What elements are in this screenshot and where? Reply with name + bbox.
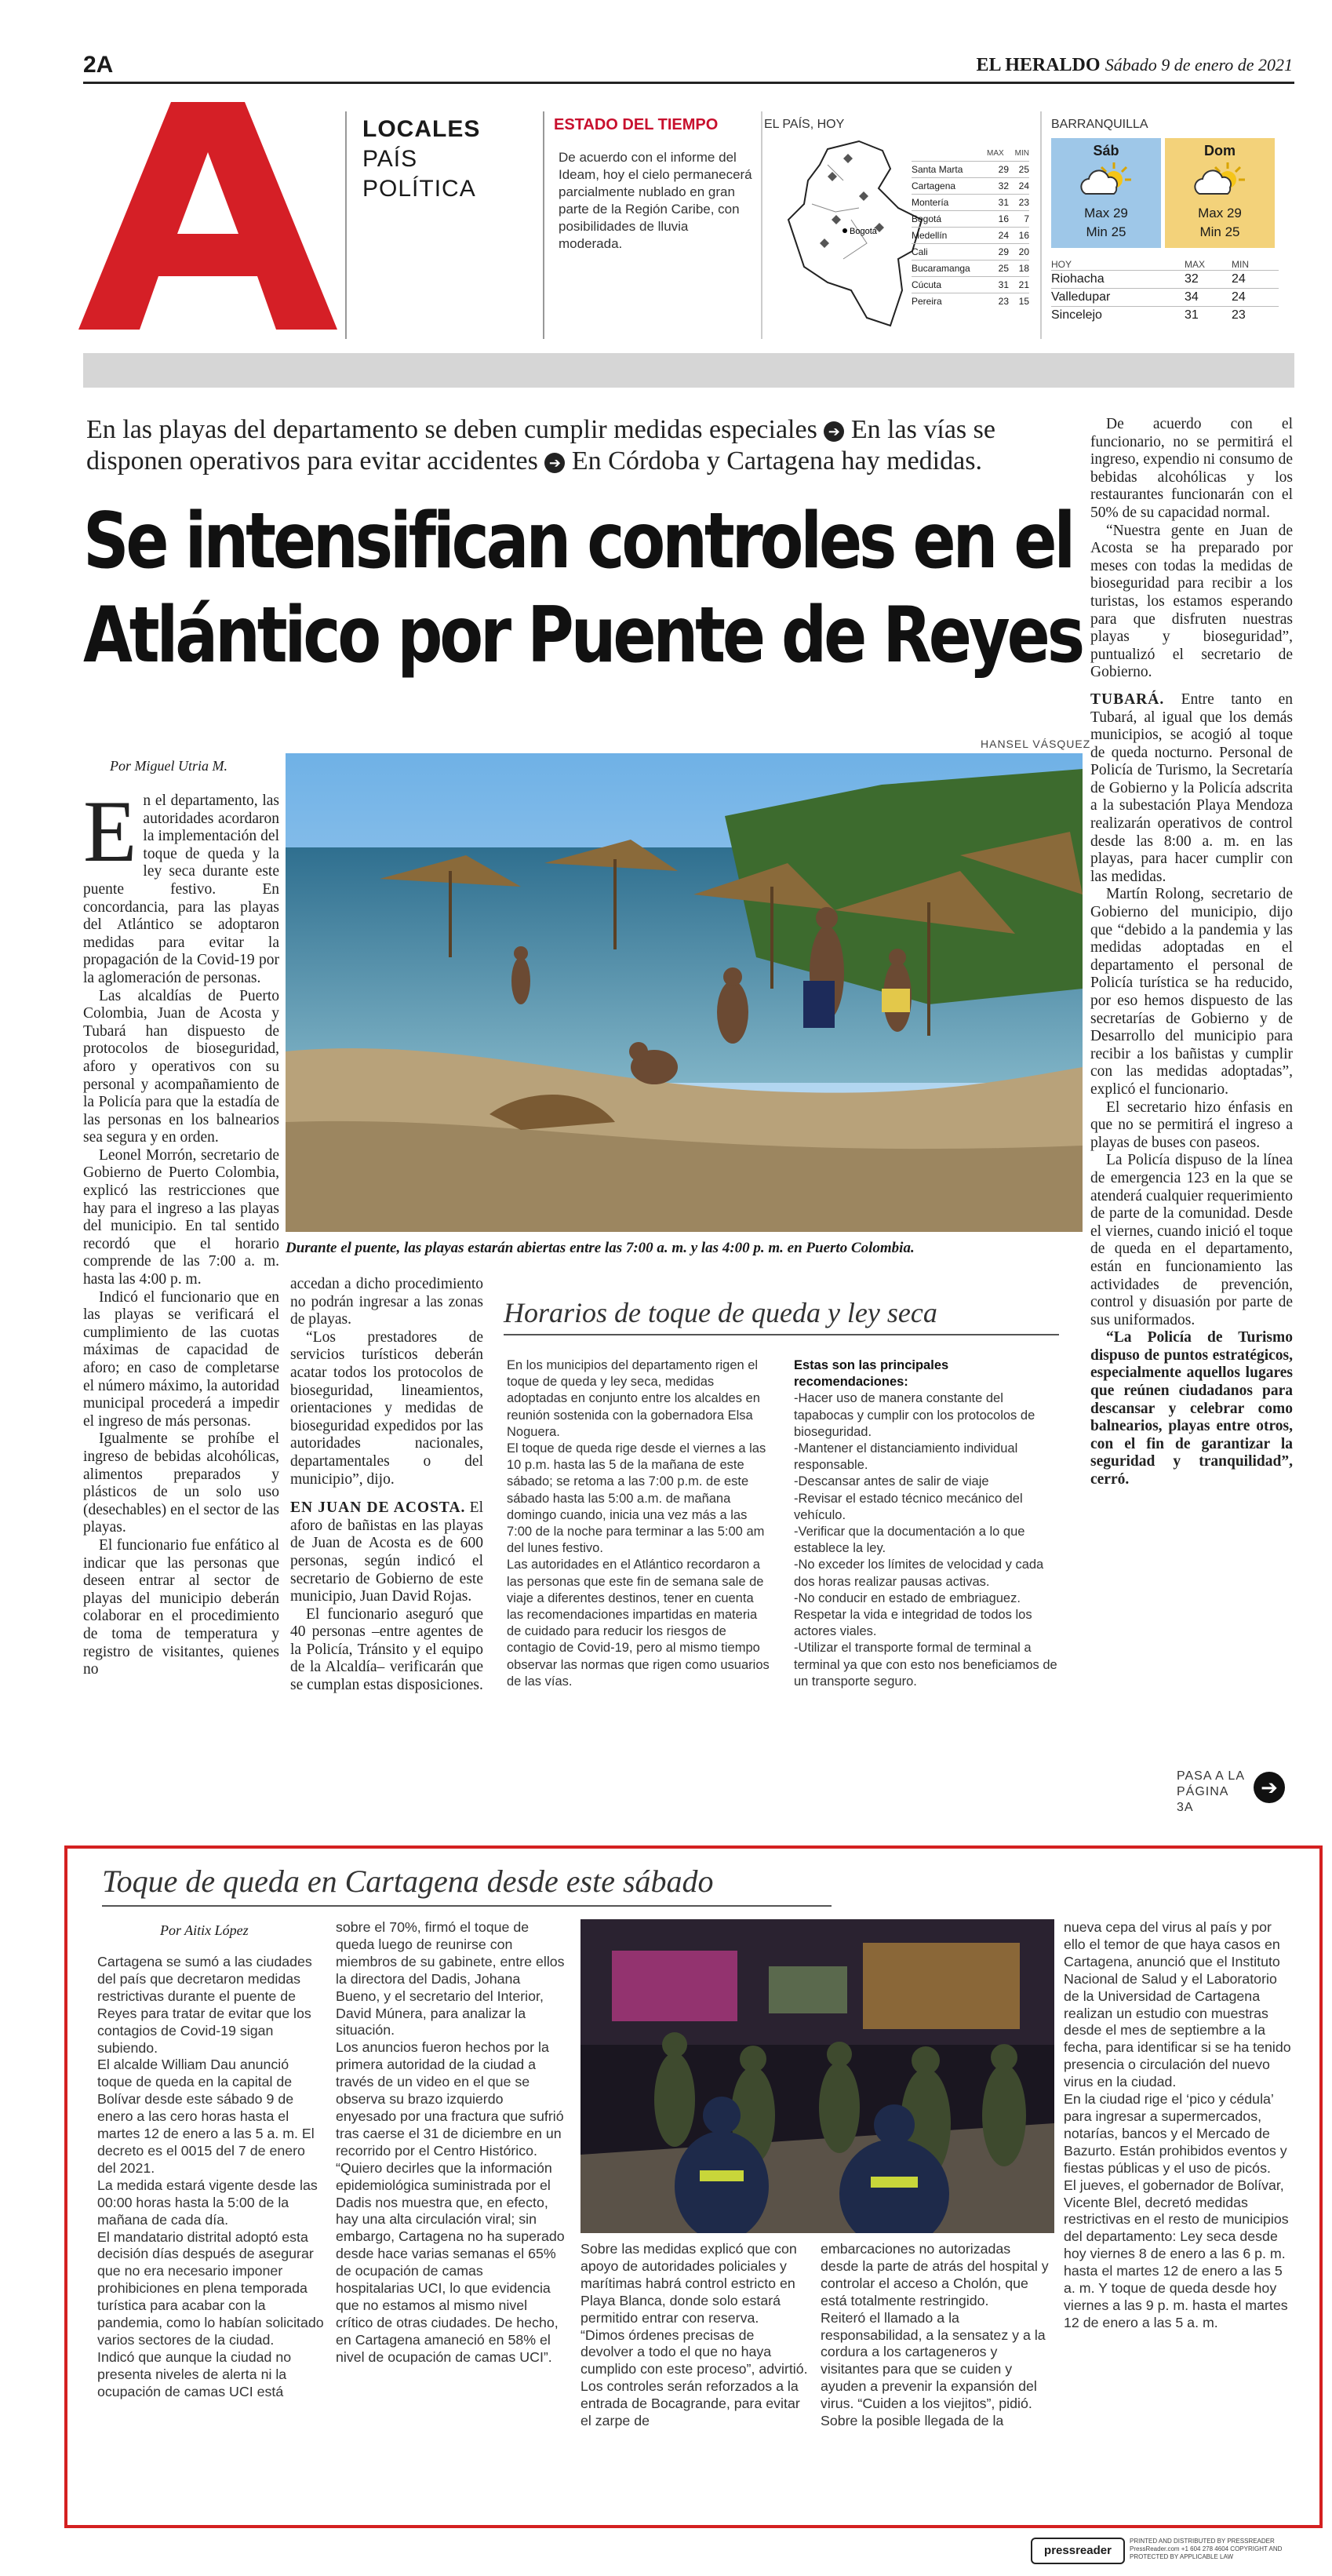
- section-label-locales: LOCALES: [362, 116, 481, 142]
- paper-name: EL HERALDO: [976, 55, 1101, 75]
- city-row: Montería 31 23: [912, 194, 1029, 210]
- arrow-right-icon: ➔: [824, 421, 844, 442]
- day-name: Sáb: [1093, 143, 1119, 158]
- box-left-text: En los municipios del departamento rigen el toque de queda y ley seca, medidas adoptadas en conjunto entre los alcaldes en reunión sostenida con la gobernadora Elsa Noguera. El toque de queda rige desde el viernes a las 10 p.m. hasta las 5 de la mañana de este sábado; se retoma a las 7:00 p.m. de este sábado hasta las 5:00 a.m. de mañana domingo cuando, inicia una vez más a las 7:00 de la noche para terminar a las 5:00 am del lunes festivo. Las autoridades en el Atlántico recordaron a las personas que este fin de semana sale de viaje a diferentes destinos, tener en cuenta las recomendaciones impartidas en materia de cuidado para reducir los riesgos de contagio de Covid-19, pero al mismo tiempo observar las normas que rigen como usuarios de las vías.: [507, 1358, 770, 1689]
- arrow-right-icon: ➔: [544, 453, 565, 473]
- city-row: Pereira 23 15: [912, 293, 1029, 309]
- subhead-juan-de-acosta: EN JUAN DE ACOSTA.: [290, 1499, 466, 1517]
- divider: [1040, 111, 1042, 339]
- cartagena-column-4: embarcaciones no autorizadas desde la parte de atrás del hospital y controlar el acceso a Cholón, que está totalmente restringido. Reiteró el llamado a la responsabilidad, a la sensatez y a la cordura a los cartageneros y visitantes para que se cuiden y ayuden a prevenir la expansión del virus. “Cuiden a los viejitos”, pidió. Sobre la posible llegada de la: [821, 2241, 1049, 2429]
- region-table: HOY MAX MIN Riohacha 32 24 Valledupar 34 24 Sincelejo 31 23: [1051, 259, 1279, 324]
- cartagena-column-5: nueva cepa del virus al país y por ello el temor de que haya casos en Cartagena, anunció que el Instituto Nacional de Salud y el Laboratorio de la Universidad de Cartagena realizan un estudio con muestras desde el mes de septiembre a la fecha, para identificar si se ha tenido presencia o circulación del nuevo virus en la ciudad. En la ciudad rige el ‘pico y cédula’ para ingresar a supermercados, notarías, bancos y el Mercado de Bazurto. Están prohibidos eventos y fiestas públicas y el uso de picós. El jueves, el gobernador de Bolívar, Vicente Blel, decretó medidas restrictivas en el resto de municipios del departamento: Ley seca desde hoy viernes 8 de enero a las 6 p. m. hasta el martes 12 de enero a las 5 a. m. Y toque de queda desde hoy viernes a las 9 p. m. hasta el martes 12 de enero a las 5 a. m.: [1064, 1919, 1291, 2330]
- recommendations-title: Estas son las principales recomendaciones:: [794, 1358, 949, 1390]
- region-row: Sincelejo 31 23: [1051, 306, 1279, 324]
- min-temp: Min 25: [1199, 224, 1240, 239]
- drop-cap: E: [83, 783, 137, 880]
- divider: [543, 111, 544, 339]
- article-column-1: En el departamento, las autoridades acordaron la implementación del toque de queda y la ley seca durante este puente festivo. En concordancia, para las playas del Atlántico se adoptaron medidas para evitar la propagación de la Covid-19 por la aglomeración de personas. Las alcaldías de Puerto Colombia, Juan de Acosta y Tubará han dispuesto de protocolos de bioseguridad, aforo y operativos con su personal y acompañamiento de la Policía para que la estadía de las personas en los balnearios sea segura y en orden. Leonel Morrón, secretario de Gobierno de Puerto Colombia, explicó las restricciones que hay para el ingreso a las playas del municipio. En tal sentido recordó que el horario comprende de las 7:00 a. m. hasta las 4:00 p. m. Indicó el funcionario que en las playas se verificará el cumplimiento de las cuotas máximas de capacidad de aforo; en caso de completarse el número máximo, la autoridad municipal procederá a impedir el ingreso de más personas. Igualmente se prohíbe el ingreso de bebidas alcohólicas, alimentos preparados y plásticos de un solo uso (desechables) en el sector de las playas. El funcionario fue enfático al indicar que las personas que deseen entrar al sector de playas del municipio deberán colaborar en el procedimiento de toma de temperatura y registro de visitantes, quienes no: [83, 783, 279, 1678]
- police-night-photo: [580, 1919, 1054, 2233]
- box-title: Horarios de toque de queda y ley seca: [504, 1297, 937, 1328]
- summary: En las playas del departamento se deben cumplir medidas especiales ➔ En las vías se disponen operativos para evitar accidentes ➔ En Córdoba y Cartagena hay medidas.: [86, 415, 995, 475]
- weather-title: ESTADO DEL TIEMPO: [554, 116, 719, 133]
- top-rule: [83, 82, 1294, 84]
- byline: Por Miguel Utria M.: [110, 758, 227, 774]
- jump-text[interactable]: PASA A LA PÁGINA 3A: [1177, 1769, 1245, 1814]
- colombia-map: [773, 133, 930, 337]
- city-row: Bogotá 16 7: [912, 210, 1029, 227]
- cartagena-rule: [102, 1905, 832, 1907]
- max-temp: Max 29: [1198, 206, 1242, 220]
- max-temp: Max 29: [1084, 206, 1128, 220]
- pressreader-fine-print: PRINTED AND DISTRIBUTED BY PRESSREADER PressReader.com +1 604 278 4604 COPYRIGHT AND PROTECTED BY APPLICABLE LAW: [1130, 2538, 1283, 2560]
- cartagena-column-2: sobre el 70%, firmó el toque de queda luego de reunirse con miembros de su gabinete, entre ellos la directora del Dadis, Johana Bueno, y el secretario del Interior, David Múnera, para analizar la situación. Los anuncios fueron hechos por la primera autoridad de la ciudad a través de un video en el que se observa su brazo izquierdo enyesado por una fractura que sufrió tras caerse el 31 de diciembre en un recorrido por el Centro Histórico. “Quiero decirles que la información epidemiológica suministrada por el Dadis nos muestra que, en efecto, hay una alta circulación viral; sin embargo, Cartagena no ha superado desde hace varias semanas el 65% de ocupación de camas hospitalarias UCI, lo que evidencia que no estamos al mismo nivel crítico de otras ciudades. De hecho, en Cartagena amaneció en 58% el nivel de ocupación de camas UCI”.: [336, 1919, 565, 2365]
- subhead-tubara: TUBARÁ.: [1090, 690, 1165, 708]
- col-min: MIN: [1014, 149, 1029, 158]
- country-forecast-label: EL PAÍS, HOY: [764, 118, 845, 131]
- section-letter-logo: [78, 102, 337, 330]
- cartagena-column-3: Sobre las medidas explicó que con apoyo de autoridades policiales y marítimas habrá control estricto en Playa Blanca, donde solo estará permitido entrar con reserva. “Dimos órdenes precisas de devolver a todo el que no haya cumplido con este proceso”, advirtió. Los controles serán reforzados a la entrada de Bocagrande, para evitar el zarpe de: [580, 2241, 808, 2429]
- cities-table: [912, 149, 1029, 309]
- city-row: Bucaramanga 25 18: [912, 260, 1029, 276]
- map-city-label: Bogotá: [850, 227, 877, 236]
- photo-credit: HANSEL VÁSQUEZ: [981, 738, 1091, 750]
- section-label-politica: POLÍTICA: [362, 176, 476, 202]
- col-max: MAX: [986, 149, 1004, 158]
- partly-cloudy-icon: [1075, 159, 1137, 199]
- forecast-saturday: [1051, 138, 1161, 248]
- beach-photo: [286, 753, 1083, 1232]
- min-temp: Min 25: [1086, 224, 1126, 239]
- city-forecast-label: BARRANQUILLA: [1051, 118, 1148, 131]
- city-row: Cúcuta 31 21: [912, 276, 1029, 293]
- headline: Se intensifican controles en el Atlántico por Puente de Reyes: [83, 497, 1082, 680]
- city-row: Cali 29 20: [912, 243, 1029, 260]
- day-name: Dom: [1204, 143, 1236, 158]
- separator-bar: [83, 353, 1294, 388]
- issue-date: Sábado 9 de enero de 2021: [1105, 55, 1293, 75]
- partly-cloudy-icon: [1188, 159, 1251, 199]
- article-column-right: De acuerdo con el funcionario, no se permitirá el ingreso, expendio ni consumo de bebidas alcohólicas y los restaurantes funcionarán con el 50% de su capacidad normal. “Nuestra gente en Juan de Acosta se ha preparado por meses con todas la medidas de bioseguridad para recibir a los turistas, los estamos esperando para que disfruten nuestras playas y bioseguridad”, puntualizó el secretario de Gobierno. TUBARÁ. Entre tanto en Tubará, al igual que los demás municipios, se acogió al toque de queda nocturno. Personal de Policía de Turismo, la Secretaría de Gobierno y la Policía adscrita a la subestación Playa Mendoza realizarán operativos de control desde las 8:00 a. m. en las playas, para hacer cumplir con las medidas. Martín Rolong, secretario de Gobierno del municipio, dijo que “debido a la pandemia y las medidas adoptadas en el departamento el personal de Policía turística se ha reducido, por eso hemos dispuesto de las secretarías de Gobierno y de Desarrollo del municipio para recibir a los bañistas y cumplir con las medidas adoptadas”, explicó el funcionario. El secretario hizo énfasis en que no se permitirá el ingreso a playas de buses con paseos. La Policía dispuso de la línea de emergencia 123 en la que se atenderá cualquier requerimiento de parte de la comunidad. Desde el viernes, cuando inició el toque de queda en el departamento, están en funcionamiento las actividades de prevención, control y disuasión por parte de sus uniformados. “La Policía de Turismo dispuso de puntos estratégicos, especialmente aquellos lugares que reúnen ciudadanos para descansar y celebrar como balnearios, playas entre otros, con el fin de garantizar la seguridad y tranquilidad”, cerró.: [1090, 416, 1293, 1488]
- arrow-right-icon[interactable]: ➔: [1254, 1772, 1285, 1803]
- city-row: Cartagena 32 24: [912, 177, 1029, 194]
- region-row: Riohacha 32 24: [1051, 270, 1279, 288]
- box-rule: [504, 1334, 1059, 1335]
- cartagena-title: Toque de queda en Cartagena desde este sábado: [102, 1864, 714, 1899]
- weather-text: De acuerdo con el informe del Ideam, hoy el cielo permanecerá parcialmente nublado en gran parte de la Región Caribe, con posibilidades de lluvia moderada.: [559, 150, 752, 251]
- page-number: 2A: [83, 52, 114, 78]
- cartagena-column-1: Cartagena se sumó a las ciudades del país que decretaron medidas restrictivas durante el puente de Reyes para tratar de evitar que los contagios de Covid-19 sigan subiendo. El alcalde William Dau anunció toque de queda en la capital de Bolívar desde este sábado 9 de enero a las cero horas hasta el martes 12 de enero a las 5 a. m. El decreto es el 0015 del 7 de enero del 2021. La medida estará vigente desde las 00:00 horas hasta la 5:00 de la mañana de cada día. El mandatario distrital adoptó esta decisión días después de asegurar que no era necesario imponer prohibiciones en plena temporada turística para acabar con la pandemia, como lo habían solicitado varios sectores de la ciudad. Indicó que aunque la ciudad no presenta niveles de alerta ni la ocupación de camas UCI está: [97, 1954, 324, 2399]
- section-label-pais: PAÍS: [362, 146, 418, 172]
- pressreader-logo: pressreader: [1031, 2538, 1125, 2564]
- city-row: Medellín 24 16: [912, 227, 1029, 243]
- forecast-sunday: [1165, 138, 1275, 248]
- box-right-text: Estas son las principales recomendaciones: -Hacer uso de manera constante del tapabocas y cumplir con los protocolos de bioseguridad. -Mantener el distanciamiento individual responsable. -Descansar antes de salir de viaje -Revisar el estado técnico mecánico del vehículo. -Verificar que la documentación a lo que establece la ley. -No exceder los límites de velocidad y cada dos horas realizar pausas activas. -No conducir en estado de embriaguez. Respetar la vida e integridad de todos los actores viales. -Utilizar el transporte formal de terminal a terminal ya que con esto nos beneficiamos de un transporte seguro.: [794, 1357, 1061, 1690]
- photo-caption: Durante el puente, las playas estarán abiertas entre las 7:00 a. m. y las 4:00 p. m. en Puerto Colombia.: [286, 1240, 915, 1256]
- masthead: [977, 55, 1293, 76]
- region-row: Valledupar 34 24: [1051, 288, 1279, 306]
- divider: [761, 111, 762, 339]
- article-column-2: accedan a dicho procedimiento no podrán ingresar a las zonas de playas. “Los prestadores de servicios turísticos deberán acatar todos los protocolos de bioseguridad, lineamientos, orientaciones y medidas de bioseguridad expedidos por las autoridades nacionales, departamentales o del municipio”, dijo. EN JUAN DE ACOSTA. El aforo de bañistas en las playas de Juan de Acosta es de 600 personas, según indicó el secretario de Gobierno de este municipio, Juan David Rojas. El funcionario aseguró que 40 personas –entre agentes de la Policía, Tránsito y el equipo de la Alcaldía– verificarán que se cumplan estas disposiciones.: [290, 1276, 483, 1694]
- cartagena-byline: Por Aitix López: [160, 1922, 249, 1938]
- divider: [345, 111, 347, 339]
- city-row: Santa Marta 29 25: [912, 161, 1029, 177]
